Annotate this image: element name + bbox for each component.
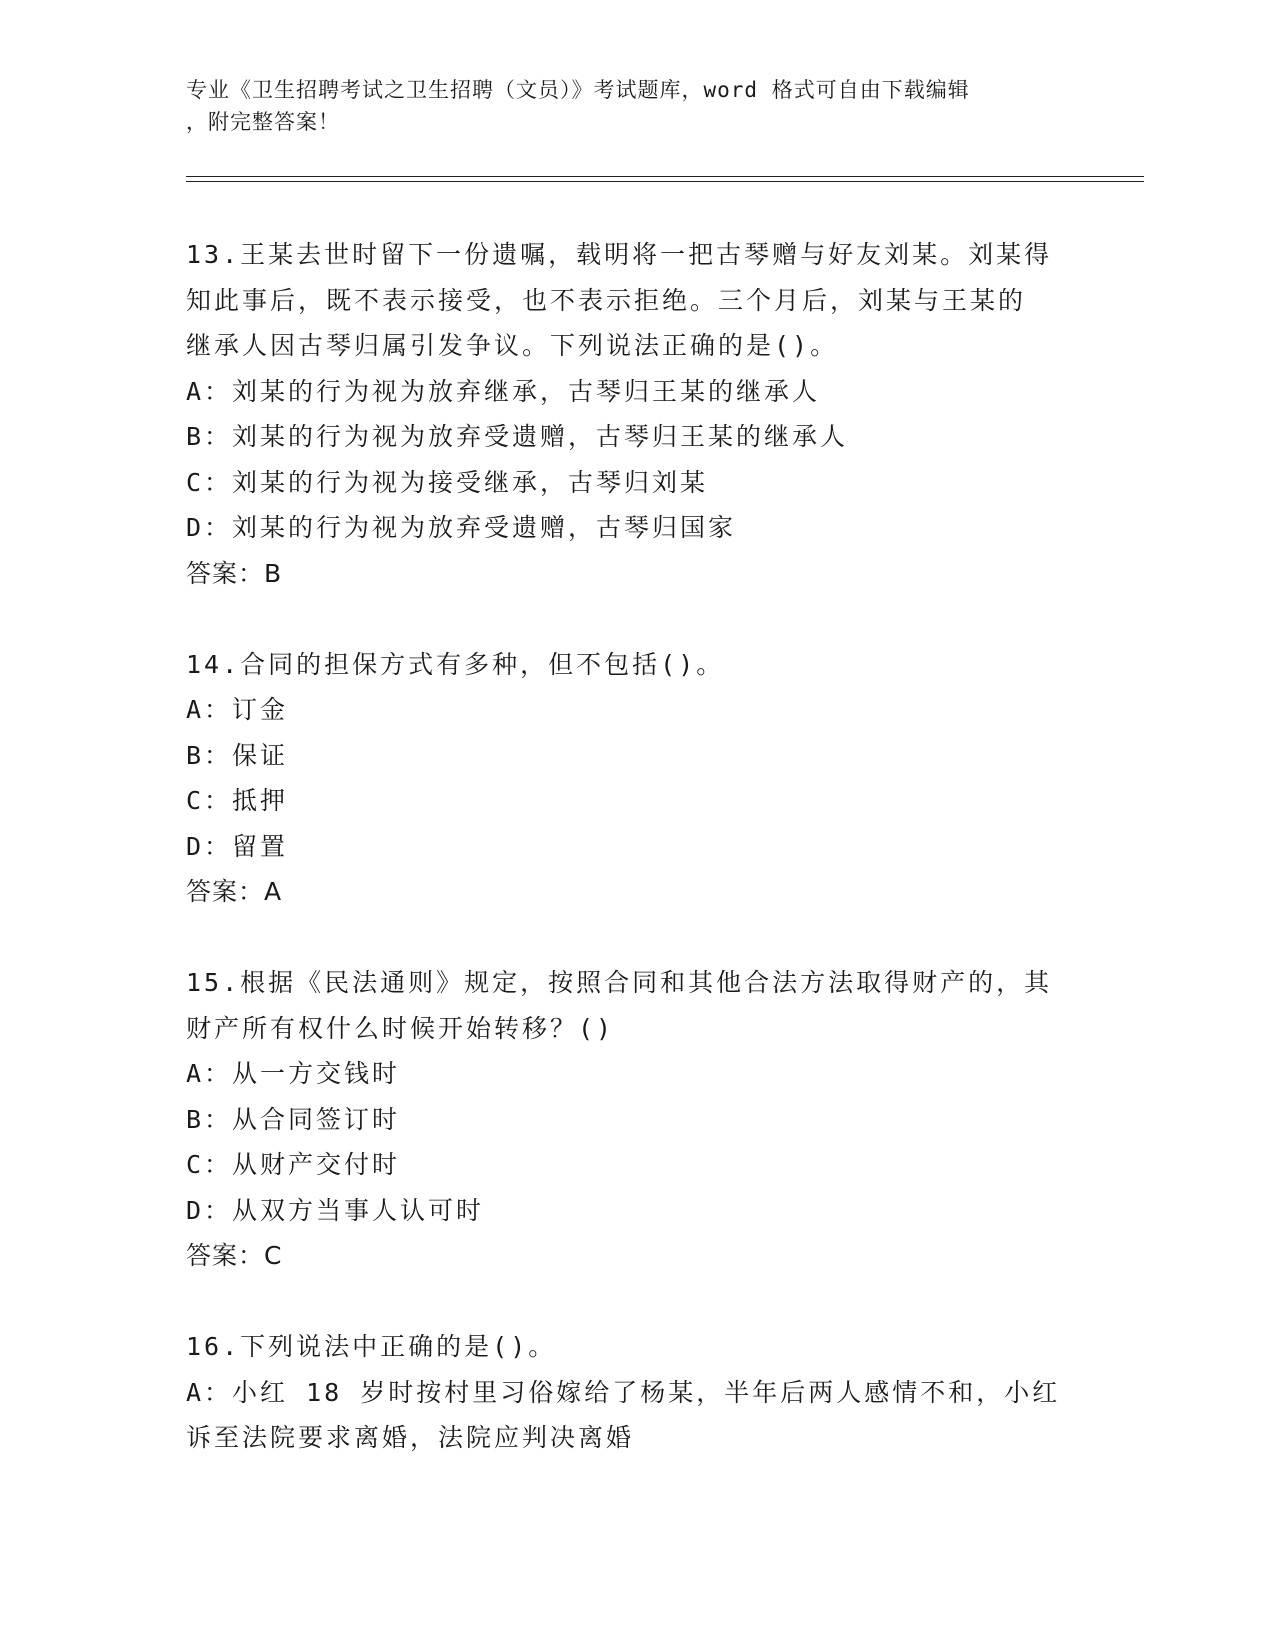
question-spacer — [186, 1279, 1086, 1325]
header-line-1: 专业《卫生招聘考试之卫生招聘（文员）》考试题库，word 格式可自由下载编辑 — [186, 78, 970, 102]
option-a: A：从一方交钱时 — [186, 1059, 401, 1088]
question-16 — [186, 1324, 1086, 1461]
question-spacer — [186, 915, 1086, 961]
header-line-2: ，附完整答案！ — [186, 110, 340, 134]
question-stem-line: 13.王某去世时留下一份遗嘱，载明将一把古琴赠与好友刘某。刘某得 — [186, 240, 1053, 269]
option-c: C：从财产交付时 — [186, 1150, 401, 1179]
question-13 — [186, 232, 1086, 596]
answer-line: 答案：A — [186, 877, 283, 906]
question-stem-line: 知此事后，既不表示接受，也不表示拒绝。三个月后，刘某与王某的 — [186, 285, 1027, 315]
answer-line: 答案：B — [186, 558, 283, 588]
question-spacer — [186, 596, 1086, 642]
answer-line: 答案：C — [186, 1241, 283, 1270]
option-b: B：保证 — [186, 740, 289, 770]
option-c: C：抵押 — [186, 786, 289, 815]
question-stem-line: 14.合同的担保方式有多种，但不包括()。 — [186, 649, 725, 679]
option-a: A：刘某的行为视为放弃继承，古琴归王某的继承人 — [186, 376, 821, 406]
question-stem-line: 15.根据《民法通则》规定，按照合同和其他合法方法取得财产的，其 — [186, 968, 1053, 997]
question-stem-line: 继承人因古琴归属引发争议。下列说法正确的是()。 — [186, 331, 839, 360]
option-a-continued: 诉至法院要求离婚，法院应判决离婚 — [186, 1423, 635, 1452]
question-15 — [186, 960, 1086, 1279]
option-c: C：刘某的行为视为接受继承，古琴归刘某 — [186, 467, 709, 497]
option-a: A：小红 18 岁时按村里习俗嫁给了杨某，半年后两人感情不和，小红 — [186, 1377, 1061, 1407]
header-divider-top — [186, 176, 1144, 177]
header-divider-bottom — [186, 181, 1144, 182]
question-14 — [186, 642, 1086, 915]
option-d: D：留置 — [186, 831, 289, 861]
option-d: D：从双方当事人认可时 — [186, 1195, 485, 1225]
document-header — [186, 74, 1066, 138]
option-d: D：刘某的行为视为放弃受遗赠，古琴归国家 — [186, 513, 737, 542]
option-b: B：刘某的行为视为放弃受遗赠，古琴归王某的继承人 — [186, 422, 849, 451]
question-stem-line: 财产所有权什么时候开始转移？() — [186, 1013, 615, 1043]
question-stem-line: 16.下列说法中正确的是()。 — [186, 1332, 557, 1361]
question-list — [186, 232, 1086, 1461]
option-a: A：订金 — [186, 695, 289, 724]
option-b: B：从合同签订时 — [186, 1104, 401, 1134]
